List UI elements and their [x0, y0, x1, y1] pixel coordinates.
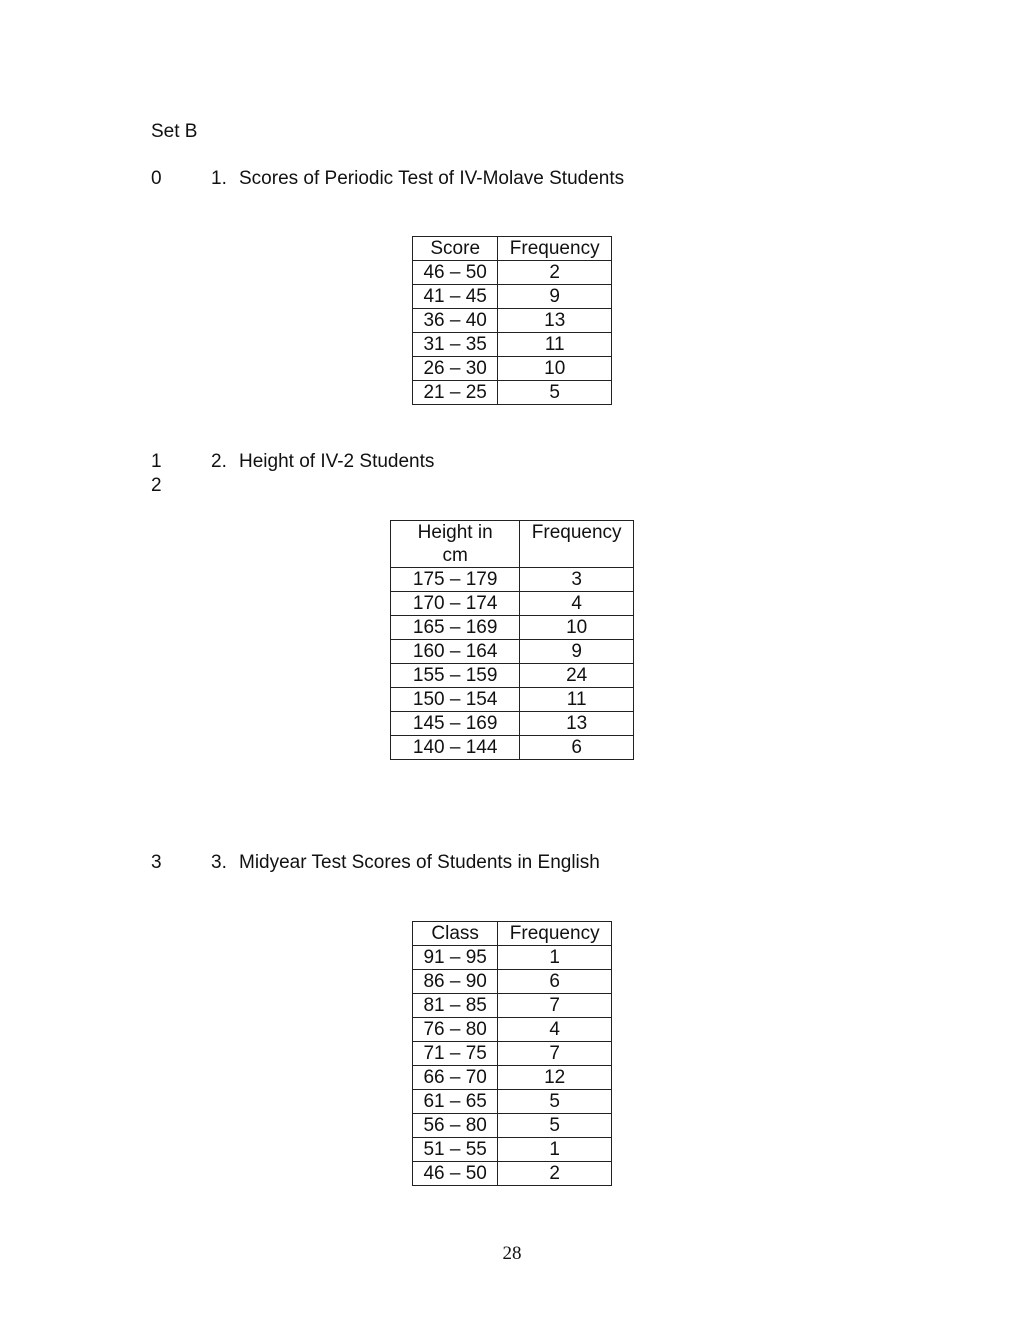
table-row	[413, 1066, 612, 1090]
column-header: Class	[413, 922, 498, 946]
frequency-cell: 5	[498, 1090, 612, 1114]
table-row	[413, 1042, 612, 1066]
set-title: Set B	[151, 121, 198, 142]
column-header: Frequency	[498, 237, 612, 261]
class-cell: 91 – 95	[413, 946, 498, 970]
frequency-cell: 6	[498, 970, 612, 994]
class-cell: 155 – 159	[391, 664, 520, 688]
frequency-cell: 9	[498, 285, 612, 309]
table-row	[413, 261, 612, 285]
score-frequency-table	[412, 236, 612, 405]
problem-title: Scores of Periodic Test of IV-Molave Students	[239, 168, 625, 189]
frequency-cell: 13	[520, 712, 634, 736]
class-cell: 170 – 174	[391, 592, 520, 616]
table-row	[413, 1090, 612, 1114]
problem-title: Height of IV-2 Students	[239, 451, 435, 472]
table-row	[391, 616, 634, 640]
table-row	[413, 285, 612, 309]
table-row	[413, 1114, 612, 1138]
table-row	[413, 1138, 612, 1162]
frequency-cell: 13	[498, 309, 612, 333]
margin-mark: 3	[151, 852, 162, 873]
class-cell: 66 – 70	[413, 1066, 498, 1090]
frequency-cell: 3	[520, 568, 634, 592]
table-row	[413, 381, 612, 405]
frequency-cell: 2	[498, 261, 612, 285]
frequency-cell: 24	[520, 664, 634, 688]
frequency-cell: 9	[520, 640, 634, 664]
page-number: 28	[502, 1243, 522, 1264]
table-header-row	[413, 922, 612, 946]
frequency-cell: 4	[498, 1018, 612, 1042]
class-cell: 36 – 40	[413, 309, 498, 333]
frequency-cell: 1	[498, 946, 612, 970]
table-header-row	[391, 521, 634, 568]
column-header: Frequency	[498, 922, 612, 946]
class-cell: 51 – 55	[413, 1138, 498, 1162]
frequency-cell: 12	[498, 1066, 612, 1090]
table-row	[413, 994, 612, 1018]
table-header-row	[413, 237, 612, 261]
class-cell: 76 – 80	[413, 1018, 498, 1042]
frequency-cell: 7	[498, 1042, 612, 1066]
class-cell: 150 – 154	[391, 688, 520, 712]
table-row	[391, 736, 634, 760]
class-cell: 145 – 169	[391, 712, 520, 736]
frequency-cell: 11	[498, 333, 612, 357]
problem-number: 3.	[211, 852, 227, 873]
table-row	[413, 946, 612, 970]
frequency-cell: 4	[520, 592, 634, 616]
frequency-cell: 2	[498, 1162, 612, 1186]
table-row	[413, 970, 612, 994]
class-cell: 165 – 169	[391, 616, 520, 640]
class-cell: 56 – 80	[413, 1114, 498, 1138]
class-cell: 140 – 144	[391, 736, 520, 760]
class-cell: 86 – 90	[413, 970, 498, 994]
table-row	[391, 688, 634, 712]
problem-number: 1.	[211, 168, 227, 189]
class-cell: 160 – 164	[391, 640, 520, 664]
class-cell: 26 – 30	[413, 357, 498, 381]
class-cell: 46 – 50	[413, 1162, 498, 1186]
frequency-cell: 1	[498, 1138, 612, 1162]
table-row	[413, 357, 612, 381]
table-row	[391, 664, 634, 688]
table-row	[413, 1018, 612, 1042]
table-row	[413, 333, 612, 357]
table-row	[413, 1162, 612, 1186]
problem-title: Midyear Test Scores of Students in English	[239, 852, 600, 873]
class-cell: 21 – 25	[413, 381, 498, 405]
height-frequency-table	[390, 520, 634, 760]
frequency-cell: 7	[498, 994, 612, 1018]
class-cell: 71 – 75	[413, 1042, 498, 1066]
problem-number: 2.	[211, 451, 227, 472]
margin-mark: 1	[151, 451, 162, 472]
table-row	[391, 568, 634, 592]
column-header: Score	[413, 237, 498, 261]
frequency-cell: 10	[520, 616, 634, 640]
frequency-cell: 5	[498, 381, 612, 405]
table-row	[413, 309, 612, 333]
margin-mark: 0	[151, 168, 162, 189]
frequency-cell: 6	[520, 736, 634, 760]
table-row	[391, 640, 634, 664]
class-cell: 175 – 179	[391, 568, 520, 592]
table-row	[391, 712, 634, 736]
midyear-frequency-table	[412, 921, 612, 1186]
class-cell: 31 – 35	[413, 333, 498, 357]
frequency-cell: 10	[498, 357, 612, 381]
class-cell: 41 – 45	[413, 285, 498, 309]
table-row	[391, 592, 634, 616]
column-header: Height in cm	[391, 521, 520, 568]
margin-mark: 2	[151, 475, 162, 496]
column-header: Frequency	[520, 521, 634, 568]
class-cell: 61 – 65	[413, 1090, 498, 1114]
frequency-cell: 11	[520, 688, 634, 712]
frequency-cell: 5	[498, 1114, 612, 1138]
class-cell: 46 – 50	[413, 261, 498, 285]
class-cell: 81 – 85	[413, 994, 498, 1018]
